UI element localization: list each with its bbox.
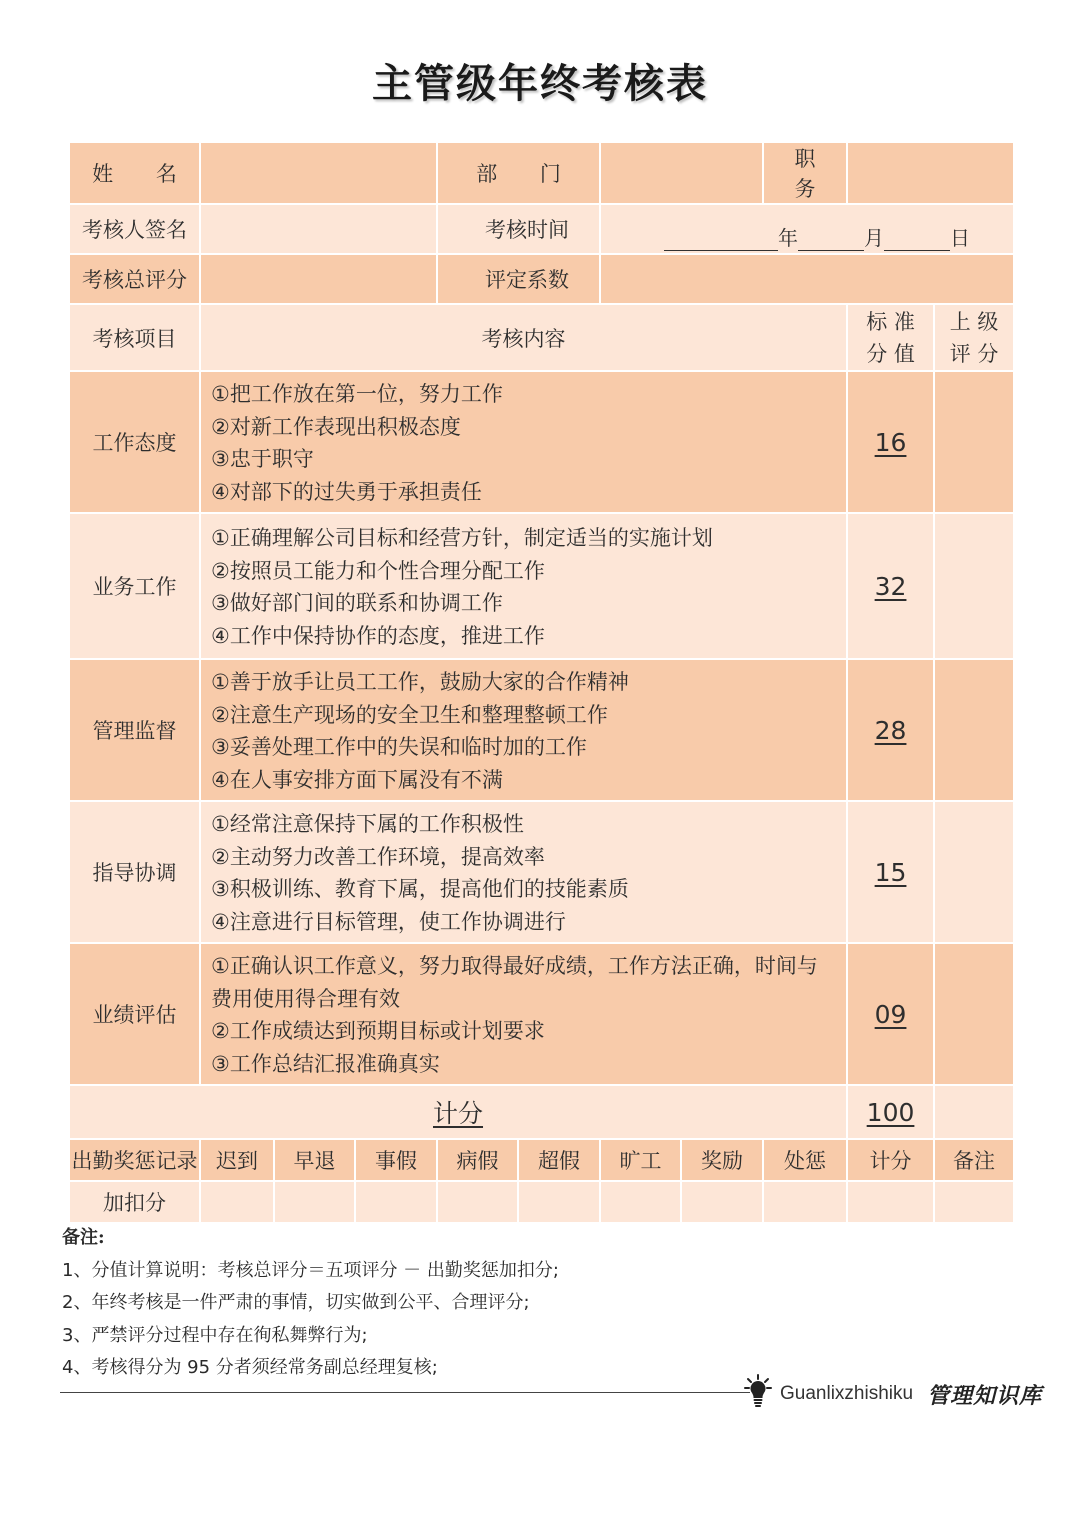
content-line: ④对部下的过失勇于承担责任	[211, 479, 482, 504]
content-column-header: 考核内容	[200, 304, 847, 371]
attendance-value-field[interactable]	[600, 1181, 681, 1223]
column-header-row	[69, 304, 1014, 371]
supervisor-score-field[interactable]	[934, 513, 1014, 659]
name-field[interactable]	[200, 142, 437, 204]
day-blank[interactable]	[884, 244, 950, 251]
supervisor-score-field[interactable]	[934, 943, 1014, 1085]
header-row-3	[69, 254, 1014, 304]
brand-name-en: Guanlixzhishiku	[780, 1383, 914, 1404]
attendance-value-field[interactable]	[847, 1181, 934, 1223]
assessment-item-row	[69, 659, 1014, 801]
item-content	[200, 659, 847, 801]
page-title: 主管级年终考核表	[372, 60, 708, 107]
attendance-col-reward: 奖励	[681, 1139, 763, 1181]
content-line: ④在人事安排方面下属没有不满	[211, 767, 503, 792]
standard-score: 28	[847, 659, 934, 801]
position-field[interactable]	[847, 142, 1014, 204]
standard-score: 15	[847, 801, 934, 943]
content-line: ③妥善处理工作中的失误和临时加的工作	[211, 735, 587, 759]
attendance-col-late: 迟到	[200, 1139, 274, 1181]
day-label: 日	[950, 225, 971, 250]
content-line: ②注意生产现场的安全卫生和整理整顿工作	[211, 702, 608, 727]
assessment-item-row	[69, 371, 1014, 513]
content-line: ②工作成绩达到预期目标或计划要求	[211, 1019, 545, 1043]
year-label: 年	[778, 225, 799, 250]
attendance-col-remark: 备注	[934, 1139, 1014, 1181]
coefficient-field[interactable]	[600, 254, 1014, 304]
content-line: ①正确理解公司目标和经营方针，制定适当的实施计划	[211, 526, 713, 550]
total-supervisor-field[interactable]	[934, 1085, 1014, 1139]
content-line: ①把工作放在第一位，努力工作	[211, 382, 503, 406]
attendance-col-penalty: 处惩	[763, 1139, 847, 1181]
standard-score: 32	[847, 513, 934, 659]
content-line: ②按照员工能力和个性合理分配工作	[211, 558, 545, 583]
content-line: ①善于放手让员工工作，鼓励大家的合作精神	[211, 670, 629, 694]
item-name: 管理监督	[69, 659, 200, 801]
header-row-1	[69, 142, 1014, 204]
brand-name-cn: 管理知识库	[927, 1382, 1043, 1409]
attendance-col-early-leave: 早退	[274, 1139, 355, 1181]
dept-label: 部 门	[437, 142, 600, 204]
supervisor-score-field[interactable]	[934, 801, 1014, 943]
standard-score: 09	[847, 943, 934, 1085]
notes-section	[62, 1222, 559, 1385]
supervisor-score-header-line1: 上 级	[949, 309, 999, 334]
item-column-header: 考核项目	[69, 304, 200, 371]
note-line: 4、考核得分为 95 分者须经常务副总经理复核;	[62, 1357, 438, 1379]
month-blank[interactable]	[798, 244, 864, 251]
attendance-value-field[interactable]	[763, 1181, 847, 1223]
dept-field[interactable]	[600, 142, 763, 204]
name-label: 姓 名	[69, 142, 200, 204]
item-content	[200, 943, 847, 1085]
attendance-row-label: 加扣分	[69, 1181, 200, 1223]
attendance-value-field[interactable]	[934, 1181, 1014, 1223]
content-line: ②对新工作表现出积极态度	[211, 414, 461, 439]
standard-score: 16	[847, 371, 934, 513]
attendance-col-absent: 旷工	[600, 1139, 681, 1181]
evaluator-label: 考核人签名	[69, 204, 200, 254]
content-line: ④注意进行目标管理，使工作协调进行	[211, 909, 566, 934]
total-label: 计分	[69, 1085, 847, 1139]
assessment-item-row	[69, 801, 1014, 943]
item-name: 工作态度	[69, 371, 200, 513]
attendance-label: 出勤奖惩记录	[69, 1139, 200, 1181]
content-line: ②主动努力改善工作环境，提高效率	[211, 844, 545, 869]
standard-score-header-line2: 分 值	[866, 341, 915, 366]
supervisor-score-header	[934, 304, 1014, 371]
note-line: 2、年终考核是一件严肃的事情，切实做到公平、合理评分;	[62, 1292, 530, 1314]
date-field[interactable]	[600, 204, 1014, 254]
standard-score-header	[847, 304, 934, 371]
item-content	[200, 513, 847, 659]
item-content	[200, 371, 847, 513]
total-value: 100	[847, 1085, 934, 1139]
standard-score-header-line1: 标 准	[866, 309, 915, 334]
attendance-col-personal-leave: 事假	[355, 1139, 437, 1181]
content-line: ③积极训练、教育下属，提高他们的技能素质	[211, 877, 629, 901]
notes-title: 备注:	[62, 1227, 105, 1248]
attendance-col-overdue-leave: 超假	[518, 1139, 600, 1181]
item-name: 业务工作	[69, 513, 200, 659]
lightbulb-icon	[744, 1374, 772, 1414]
attendance-col-score: 计分	[847, 1139, 934, 1181]
attendance-value-field[interactable]	[437, 1181, 518, 1223]
assessment-item-row	[69, 513, 1014, 659]
header-row-2	[69, 204, 1014, 254]
position-label: 职 务	[763, 142, 847, 204]
attendance-value-field[interactable]	[681, 1181, 763, 1223]
supervisor-score-header-line2: 评 分	[949, 341, 999, 366]
item-content	[200, 801, 847, 943]
total-row	[69, 1085, 1014, 1139]
content-line: ④工作中保持协作的态度，推进工作	[211, 623, 545, 648]
content-line: ③做好部门间的联系和协调工作	[211, 591, 503, 615]
total-score-field[interactable]	[200, 254, 437, 304]
note-line: 1、分值计算说明：考核总评分＝五项评分 － 出勤奖惩加扣分;	[62, 1259, 559, 1281]
attendance-value-row	[69, 1181, 1014, 1223]
attendance-header-row	[69, 1139, 1014, 1181]
month-label: 月	[864, 225, 885, 250]
supervisor-score-field[interactable]	[934, 659, 1014, 801]
content-line: ③工作总结汇报准确真实	[211, 1051, 440, 1076]
attendance-value-field[interactable]	[355, 1181, 437, 1223]
attendance-value-field[interactable]	[200, 1181, 274, 1223]
content-line: ③忠于职守	[211, 447, 314, 471]
brand-mark	[744, 1374, 1042, 1414]
attendance-value-field[interactable]	[274, 1181, 355, 1223]
year-blank[interactable]	[664, 244, 778, 251]
total-score-label: 考核总评分	[69, 254, 200, 304]
supervisor-score-field[interactable]	[934, 371, 1014, 513]
coefficient-label: 评定系数	[437, 254, 600, 304]
assessment-item-row	[69, 943, 1014, 1085]
assessment-table	[68, 141, 1015, 1224]
note-line: 3、严禁评分过程中存在徇私舞弊行为;	[62, 1324, 368, 1346]
attendance-col-sick-leave: 病假	[437, 1139, 518, 1181]
item-name: 指导协调	[69, 801, 200, 943]
time-label: 考核时间	[437, 204, 600, 254]
footer-divider	[60, 1392, 750, 1393]
item-name: 业绩评估	[69, 943, 200, 1085]
attendance-value-field[interactable]	[518, 1181, 600, 1223]
content-line: ①经常注意保持下属的工作积极性	[211, 812, 524, 836]
evaluator-signature-field[interactable]	[200, 204, 437, 254]
content-line: ①正确认识工作意义，努力取得最好成绩，工作方法正确，时间与费用使用得合理有效	[211, 954, 818, 1011]
